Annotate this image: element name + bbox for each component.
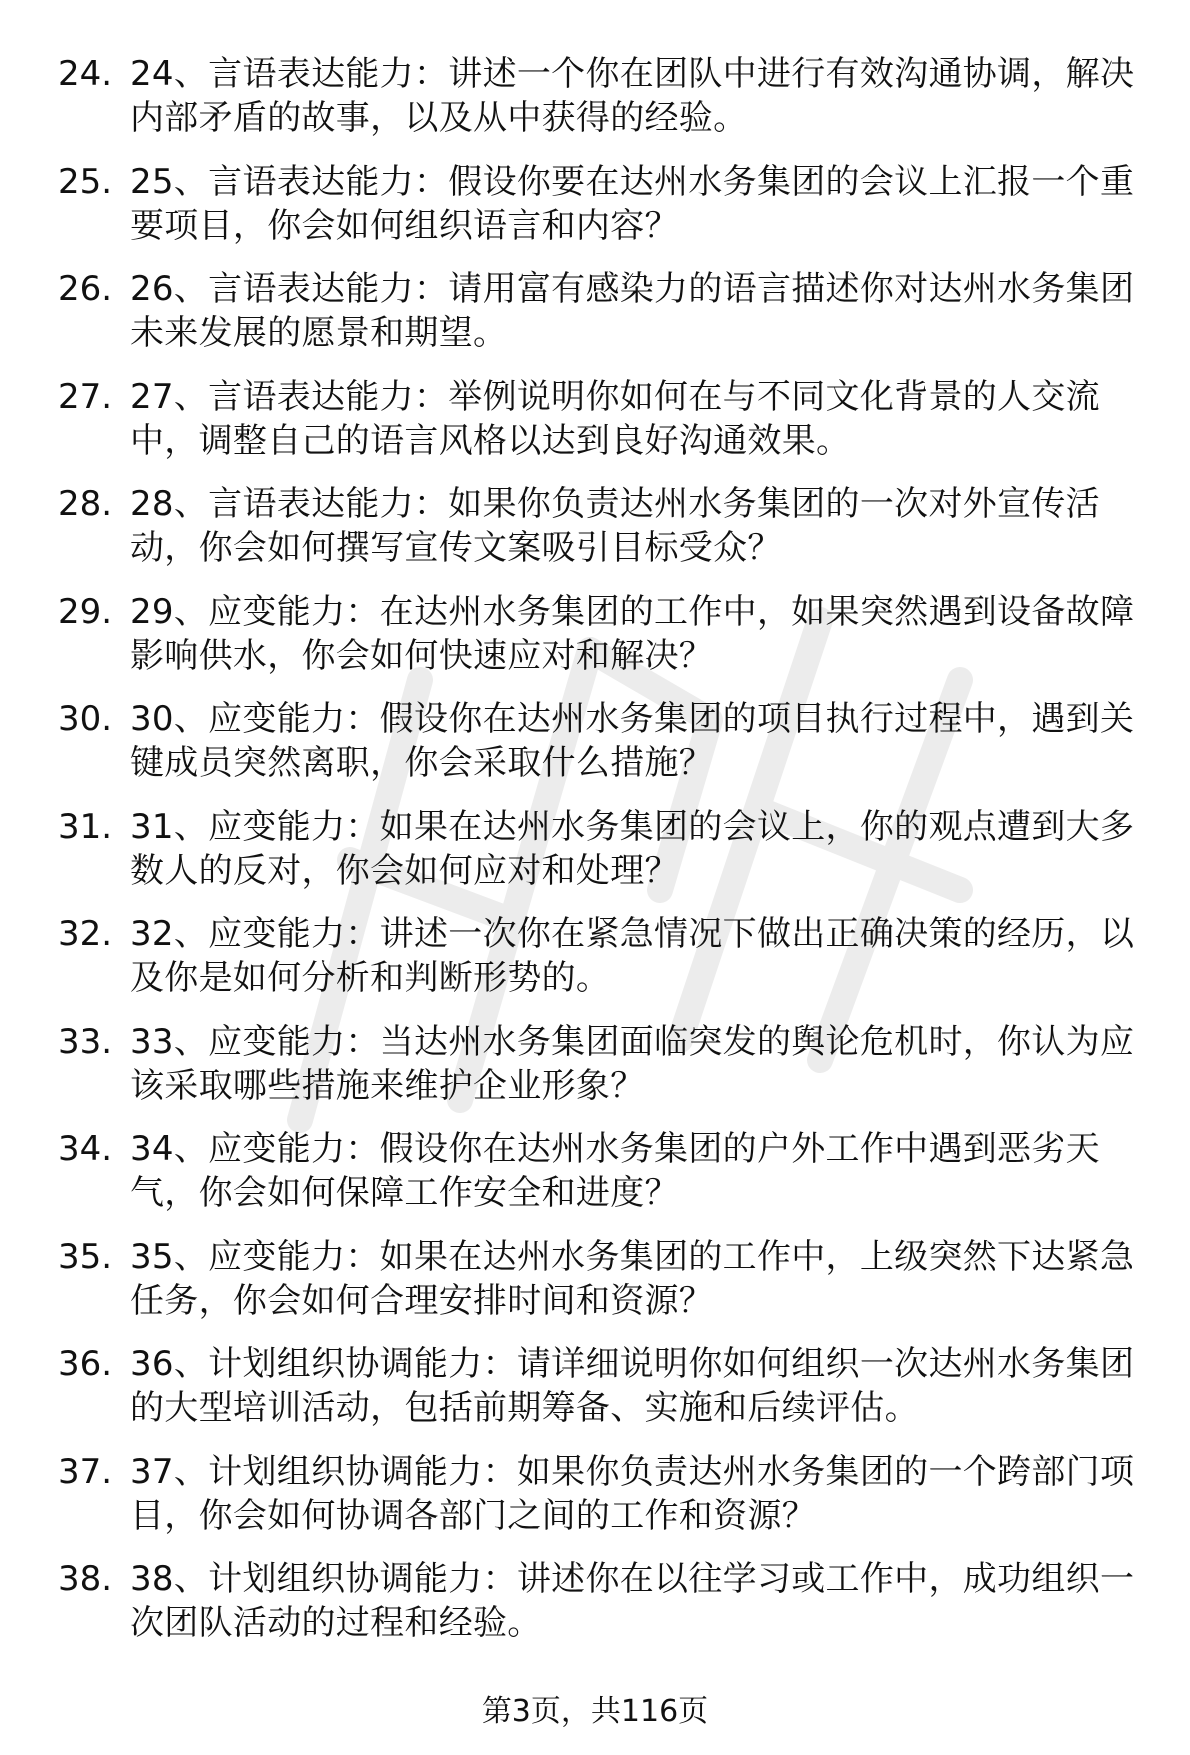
item-text: 32、应变能力：讲述一次你在紧急情况下做出正确决策的经历，以及你是如何分析和判断形势的。: [130, 914, 1135, 998]
list-item: [58, 1020, 1158, 1128]
item-number: 24.: [58, 54, 113, 94]
list-item: [58, 590, 1158, 698]
item-number: 35.: [58, 1236, 113, 1277]
item-text: 34、应变能力：假设你在达州水务集团的户外工作中遇到恶劣天气，你会如何保障工作安全和进度？: [130, 1129, 1100, 1213]
list-item: [58, 697, 1158, 805]
item-number: 26.: [58, 269, 113, 309]
list-item: [58, 375, 1158, 483]
list-item: [58, 160, 1158, 268]
item-number: 27.: [58, 376, 113, 417]
item-number: 31.: [58, 806, 113, 847]
item-text: 33、应变能力：当达州水务集团面临突发的舆论危机时，你认为应该采取哪些措施来维护企业形象？: [130, 1021, 1135, 1106]
list-item: [58, 1342, 1158, 1450]
item-text: 36、计划组织协调能力：请详细说明你如何组织一次达州水务集团的大型培训活动，包括前期筹备、实施和后续评估。: [130, 1344, 1135, 1428]
list-item: [58, 912, 1158, 1020]
item-text: 25、言语表达能力：假设你要在达州水务集团的会议上汇报一个重要项目，你会如何组织语言和内容？: [130, 161, 1135, 246]
item-number: 38.: [58, 1559, 113, 1599]
item-text: 38、计划组织协调能力：讲述你在以往学习或工作中，成功组织一次团队活动的过程和经验。: [130, 1559, 1135, 1643]
list-item: [58, 1450, 1158, 1558]
list-item: [58, 267, 1158, 375]
item-text: 26、言语表达能力：请用富有感染力的语言描述你对达州水务集团未来发展的愿景和期望。: [130, 269, 1135, 353]
list-item: [58, 1557, 1158, 1665]
item-text: 31、应变能力：如果在达州水务集团的会议上，你的观点遭到大多数人的反对，你会如何应对和处理？: [130, 806, 1135, 891]
list-item: [58, 482, 1158, 590]
item-number: 28.: [58, 484, 113, 524]
list-item: [58, 805, 1158, 913]
item-number: 34.: [58, 1129, 113, 1169]
item-number: 32.: [58, 914, 113, 954]
item-text: 35、应变能力：如果在达州水务集团的工作中，上级突然下达紧急任务，你会如何合理安排时间和资源？: [130, 1236, 1135, 1321]
list-item: [58, 1235, 1158, 1343]
item-number: 36.: [58, 1344, 113, 1384]
item-text: 27、言语表达能力：举例说明你如何在与不同文化背景的人交流中，调整自己的语言风格以达到良好沟通效果。: [130, 376, 1100, 461]
item-number: 37.: [58, 1451, 113, 1492]
item-number: 29.: [58, 591, 113, 632]
question-list: [58, 52, 1158, 1665]
list-item: [58, 52, 1158, 160]
item-number: 33.: [58, 1021, 113, 1062]
item-number: 30.: [58, 699, 113, 739]
item-text: 28、言语表达能力：如果你负责达州水务集团的一次对外宣传活动，你会如何撰写宣传文案吸引目标受众？: [130, 484, 1100, 568]
item-text: 30、应变能力：假设你在达州水务集团的项目执行过程中，遇到关键成员突然离职，你会采取什么措施？: [130, 699, 1135, 783]
item-text: 24、言语表达能力：讲述一个你在团队中进行有效沟通协调，解决内部矛盾的故事，以及从中获得的经验。: [130, 54, 1135, 138]
list-item: [58, 1127, 1158, 1235]
item-text: 29、应变能力：在达州水务集团的工作中，如果突然遇到设备故障影响供水，你会如何快速应对和解决？: [130, 591, 1135, 676]
page-footer: 第3页，共116页: [481, 1694, 709, 1729]
item-number: 25.: [58, 161, 113, 202]
item-text: 37、计划组织协调能力：如果你负责达州水务集团的一个跨部门项目，你会如何协调各部门之间的工作和资源？: [130, 1451, 1135, 1536]
